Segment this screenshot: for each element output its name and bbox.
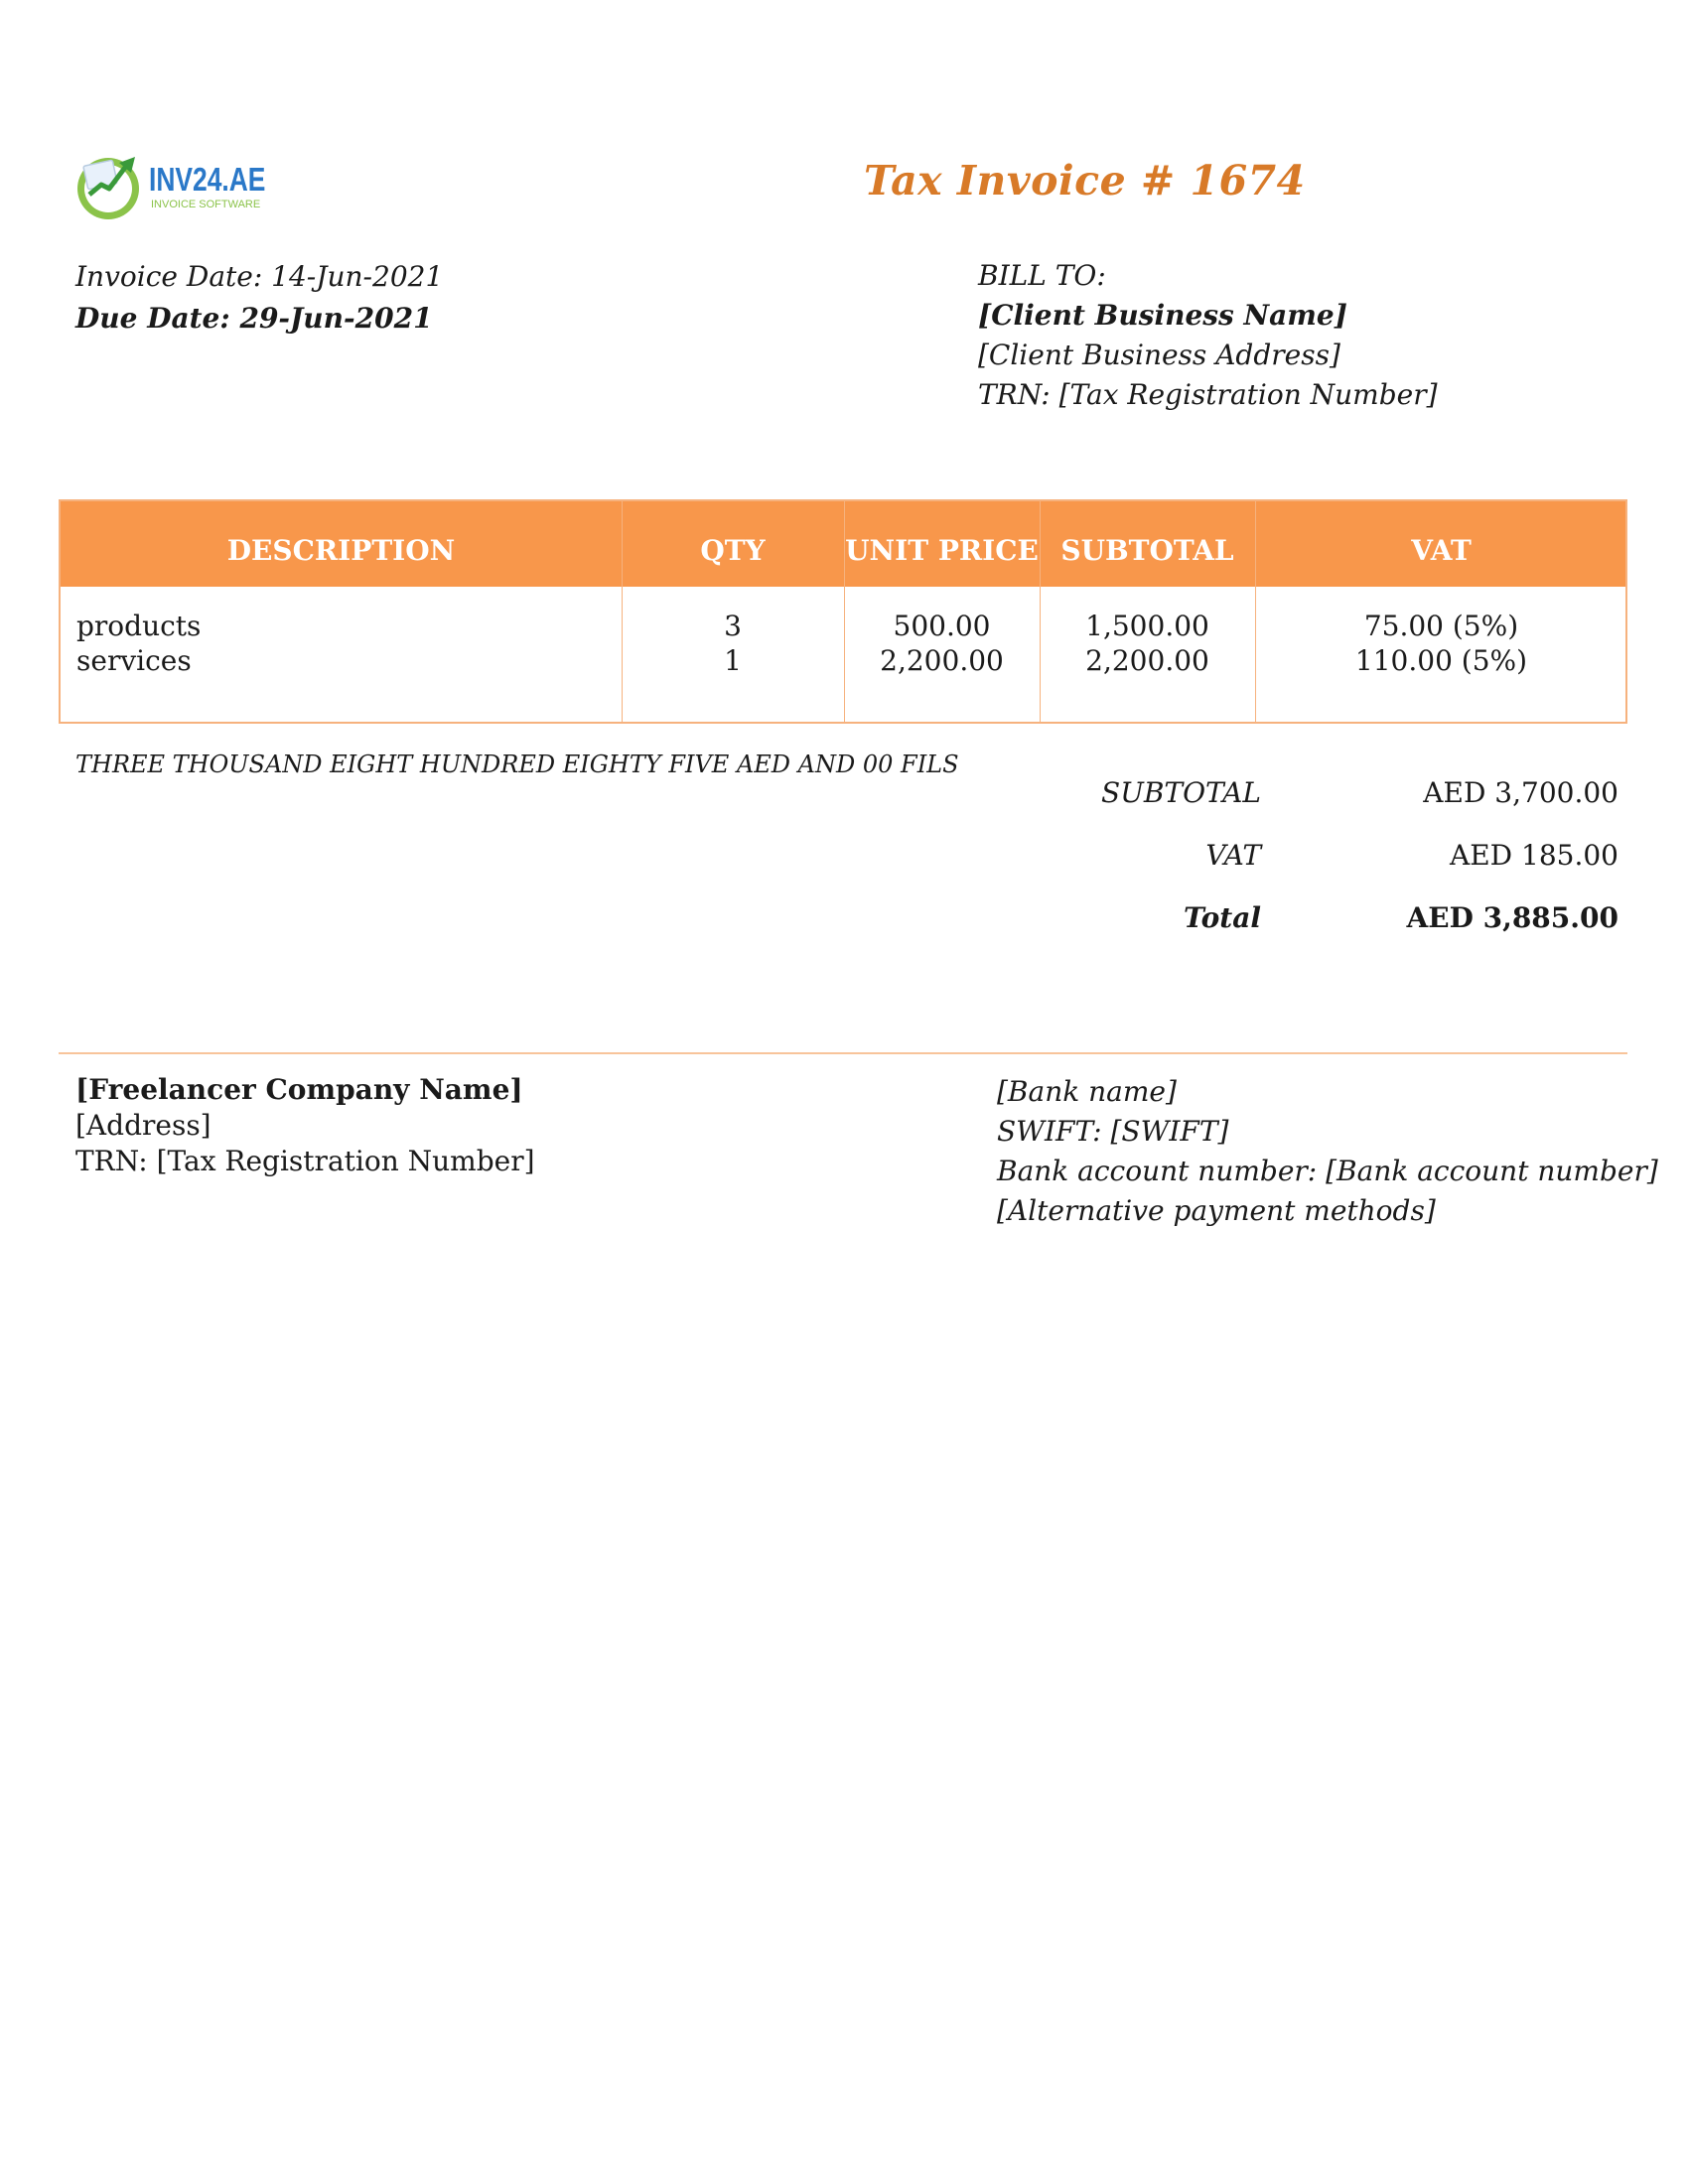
company-address: [Address] [75, 1109, 211, 1142]
logo-subtitle: INVOICE SOFTWARE [151, 199, 261, 210]
company-info [75, 1072, 535, 1179]
total-value: AED 3,885.00 [1406, 901, 1618, 934]
header-subtotal: SUBTOTAL [1060, 534, 1234, 567]
items-table [59, 499, 1627, 724]
company-trn: TRN: [Tax Registration Number] [75, 1145, 535, 1177]
row-description: services [76, 644, 192, 677]
client-address: [Client Business Address] [978, 339, 1340, 371]
growth-chart-icon [75, 151, 145, 222]
subtotal-value: AED 3,700.00 [1423, 776, 1618, 809]
total-label: Total [1183, 901, 1261, 934]
row-subtotal: 2,200.00 [1085, 644, 1209, 677]
row-qty: 3 [724, 610, 742, 642]
bank-account: Bank account number: [Bank account number] [997, 1155, 1658, 1187]
header-description: DESCRIPTION [226, 534, 456, 567]
total-row [1013, 901, 1618, 964]
client-name: [Client Business Name] [978, 299, 1347, 332]
bank-info [997, 1072, 1658, 1231]
subtotal-row [1013, 776, 1618, 839]
row-vat: 110.00 (5%) [1354, 644, 1528, 677]
invoice-title: Tax Invoice # 1674 [864, 157, 1306, 205]
client-trn: TRN: [Tax Registration Number] [978, 378, 1438, 411]
header-unit-price: UNIT PRICE [845, 534, 1039, 567]
row-unit-price: 2,200.00 [880, 644, 1004, 677]
header-qty: QTY [700, 534, 766, 567]
vat-label: VAT [1205, 839, 1261, 872]
row-vat: 75.00 (5%) [1363, 610, 1519, 642]
bill-to-label: BILL TO: [978, 259, 1106, 292]
subtotal-label: SUBTOTAL [1101, 776, 1261, 809]
row-subtotal: 1,500.00 [1085, 610, 1209, 642]
row-unit-price: 500.00 [893, 610, 991, 642]
header-vat: VAT [1411, 534, 1472, 567]
company-name: [Freelancer Company Name] [75, 1073, 523, 1106]
alternative-payment: [Alternative payment methods] [997, 1194, 1436, 1227]
company-logo [75, 149, 294, 228]
row-qty: 1 [724, 644, 742, 677]
invoice-dates [75, 256, 443, 340]
totals-block [1013, 776, 1618, 964]
invoice-date: Invoice Date: 14-Jun-2021 [75, 260, 444, 293]
bill-to-block [978, 256, 1438, 415]
vat-row [1013, 839, 1618, 901]
row-description: products [76, 610, 202, 642]
logo-text: INV24.AE [149, 161, 266, 198]
vat-value: AED 185.00 [1450, 839, 1618, 872]
amount-in-words: THREE THOUSAND EIGHT HUNDRED EIGHTY FIVE AED AND 00 FILS [75, 751, 959, 778]
bank-name: [Bank name] [997, 1075, 1177, 1108]
table-row [61, 609, 1625, 644]
footer-divider [59, 1052, 1627, 1054]
due-date: Due Date: 29-Jun-2021 [75, 302, 433, 335]
table-row [61, 643, 1625, 679]
bank-swift: SWIFT: [SWIFT] [997, 1115, 1229, 1148]
